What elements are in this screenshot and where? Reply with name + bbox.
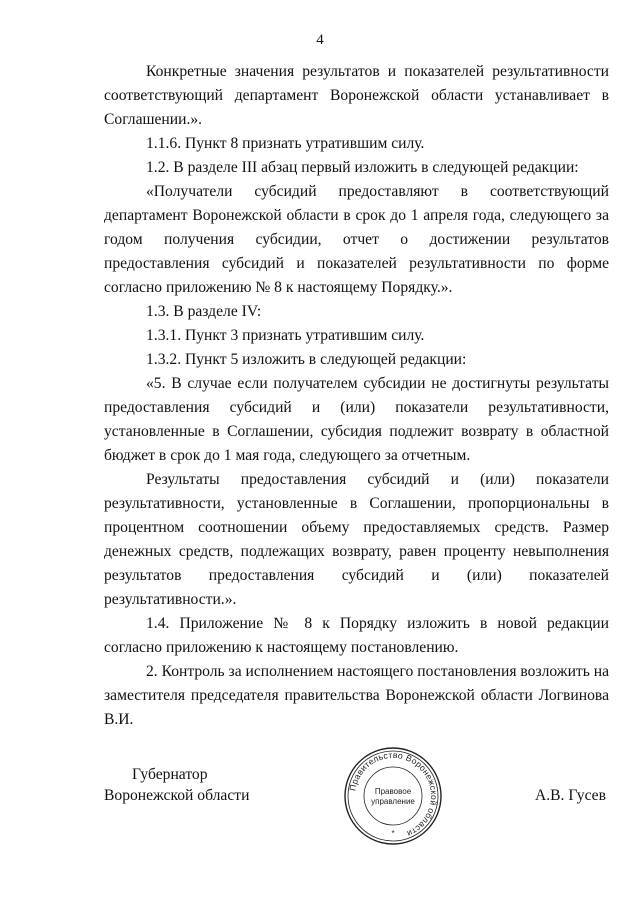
paragraph: «Получатели субсидий предоставляют в соответствующий департамент Воронежской области в срок до 1 апреля года, следующего за годом получения субсидии, отчет о достижении результатов предоставления субсидий и показателей результативности по форме согласно приложению № 8 к настоящему Порядку.».: [104, 183, 609, 296]
paragraph: «5. В случае если получателем субсидии не достигнуты результаты предоставления субсидий и (или) показатели результативности, установленные в Соглашении, субсидия подлежит возврату в областной бюджет в срок до 1 мая года, следующего за отчетным.: [104, 375, 609, 464]
paragraph: Конкретные значения результатов и показателей результативности соответствующий департамент Воронежской области устанавливает в Соглашении.».: [104, 63, 609, 128]
signatory-title-line1: Губернатор: [132, 766, 208, 783]
document-body: [104, 60, 609, 732]
paragraph: 2. Контроль за исполнением настоящего постановления возложить на заместителя председателя правительства Воронежской области Логвинова В.И.: [104, 663, 610, 728]
stamp-ring-text: Правительство Воронежской области: [347, 749, 440, 840]
paragraph: 1.3.2. Пункт 5 изложить в следующей редакции:: [146, 351, 467, 368]
page-number: 4: [316, 32, 324, 48]
paragraph: Результаты предоставления субсидий и (или) показатели результативности, установленные в Соглашении, пропорциональны в процентном соотношении объему предоставляемых средств. Размер денежных средств, подлежащих возврату, равен проценту невыполнения результатов предоставления субсидий и (или) показателей результативности.».: [104, 471, 609, 608]
signatory-name: А.В. Гусев: [535, 787, 606, 804]
stamp-center-line1: Правовое: [374, 787, 412, 796]
paragraph: 1.2. В разделе III абзац первый изложить в следующей редакции:: [146, 159, 579, 176]
paragraph: 1.1.6. Пункт 8 признать утратившим силу.: [146, 135, 425, 152]
paragraph: 1.3.1. Пункт 3 признать утратившим силу.: [146, 327, 425, 344]
signatory-title-line2: Воронежской области: [104, 787, 250, 804]
official-stamp: [343, 746, 443, 846]
paragraph: 1.3. В разделе IV:: [146, 303, 262, 320]
signatory-title: [104, 764, 249, 806]
paragraph: 1.4. Приложение № 8 к Порядку изложить в новой редакции согласно приложению к настоящему постановлению.: [104, 615, 609, 656]
stamp-center-line2: управление: [371, 797, 415, 806]
stamp-star-icon: *: [391, 829, 395, 838]
